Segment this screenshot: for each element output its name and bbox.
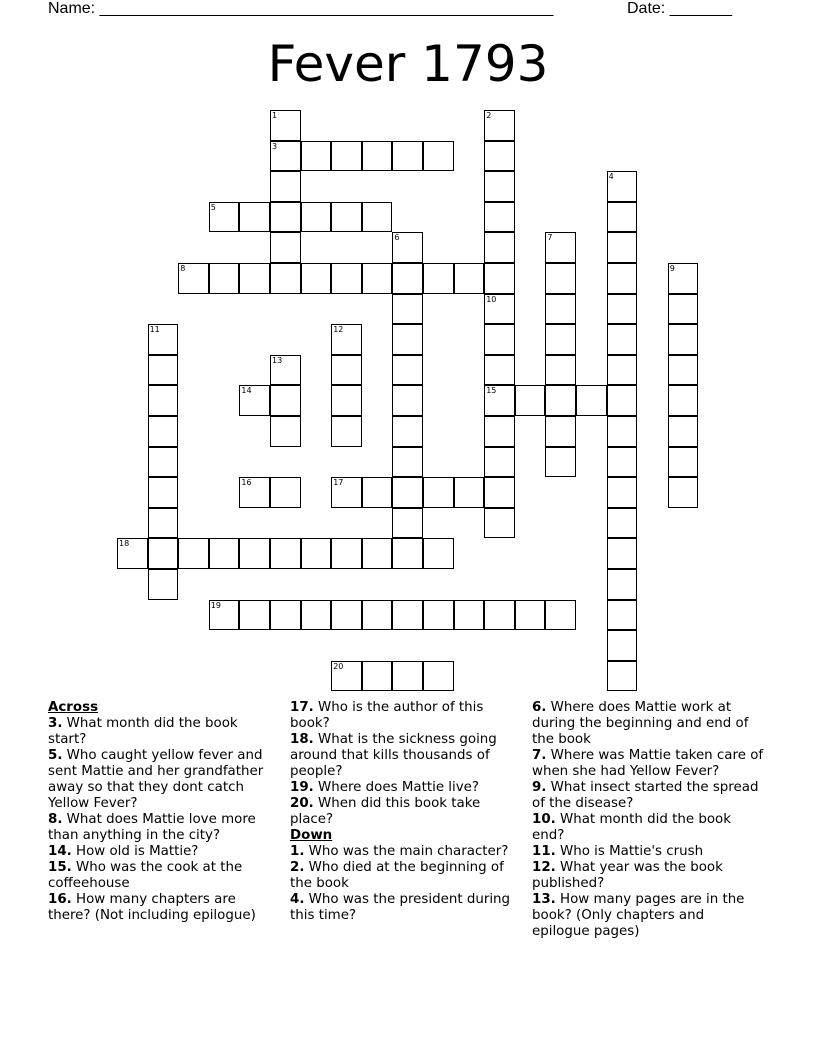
crossword-cell[interactable]	[423, 661, 454, 692]
crossword-cell[interactable]	[392, 661, 423, 692]
down-clue: 6. Where does Mattie work at during the beginning and end of the book	[532, 700, 749, 747]
crossword-cell[interactable]	[454, 600, 485, 631]
crossword-cell[interactable]	[484, 477, 515, 508]
crossword-cell[interactable]	[392, 508, 423, 539]
crossword-cell[interactable]	[668, 324, 699, 355]
crossword-cell[interactable]	[331, 355, 362, 386]
crossword-cell[interactable]	[239, 477, 270, 508]
date-field-label: Date: _______	[627, 0, 732, 17]
across-clue: 14. How old is Mattie?	[48, 844, 199, 859]
crossword-cell[interactable]	[668, 447, 699, 478]
crossword-cell[interactable]	[545, 416, 576, 447]
crossword-cell[interactable]	[607, 447, 638, 478]
down-clue: 13. How many pages are in the book? (Only chapters and epilogue pages)	[532, 892, 745, 939]
crossword-cell[interactable]	[301, 263, 332, 294]
across-clue: 3. What month did the book start?	[48, 716, 238, 747]
cell-number: 17	[333, 478, 344, 488]
cell-number: 15	[486, 386, 497, 396]
down-clue: 11. Who is Mattie's crush	[532, 844, 704, 859]
crossword-cell[interactable]	[148, 385, 179, 416]
across-clue: 15. Who was the cook at the coffeehouse	[48, 860, 243, 891]
crossword-cell[interactable]	[239, 385, 270, 416]
crossword-cell[interactable]	[362, 477, 393, 508]
crossword-cell[interactable]	[484, 416, 515, 447]
crossword-cell[interactable]	[362, 141, 393, 172]
crossword-cell[interactable]	[362, 600, 393, 631]
name-field-label: Name: ___________________________________________________	[48, 0, 554, 17]
crossword-cell[interactable]	[331, 477, 362, 508]
cell-number: 2	[486, 111, 492, 120]
crossword-cell[interactable]	[545, 263, 576, 294]
crossword-cell[interactable]	[607, 294, 638, 325]
across-clue: 5. Who caught yellow fever and sent Mattie and her grandfather away so that they dont catch Yellow Fever?	[48, 748, 264, 811]
crossword-cell[interactable]	[209, 263, 240, 294]
crossword-cell[interactable]	[148, 355, 179, 386]
crossword-cell[interactable]	[484, 171, 515, 202]
crossword-cell[interactable]	[148, 538, 179, 569]
crossword-cell[interactable]	[270, 416, 301, 447]
cell-number: 10	[486, 294, 497, 304]
down-clue: 10. What month did the book end?	[532, 812, 732, 843]
crossword-cell[interactable]	[209, 538, 240, 569]
crossword-cell[interactable]	[392, 600, 423, 631]
crossword-cell[interactable]	[607, 324, 638, 355]
crossword-cell[interactable]	[301, 141, 332, 172]
cell-number: 20	[333, 661, 344, 671]
crossword-cell[interactable]	[607, 416, 638, 447]
crossword-cell[interactable]	[607, 232, 638, 263]
crossword-cell[interactable]	[392, 232, 423, 263]
crossword-cell[interactable]	[545, 294, 576, 325]
cell-number: 1	[272, 111, 278, 120]
cell-number: 14	[241, 386, 252, 396]
crossword-cell[interactable]	[392, 416, 423, 447]
cell-number: 3	[272, 141, 278, 151]
crossword-cell[interactable]	[545, 385, 576, 416]
crossword-cell[interactable]	[484, 110, 515, 141]
crossword-cell[interactable]	[545, 355, 576, 386]
crossword-cell[interactable]	[301, 538, 332, 569]
cell-number: 13	[272, 355, 283, 365]
crossword-cell[interactable]	[607, 600, 638, 631]
crossword-cell[interactable]	[423, 538, 454, 569]
across-clue: 20. When did this book take place?	[290, 796, 481, 827]
crossword-cell[interactable]	[484, 294, 515, 325]
crossword-cell[interactable]	[576, 385, 607, 416]
crossword-cell[interactable]	[392, 294, 423, 325]
crossword-cell[interactable]	[209, 600, 240, 631]
crossword-cell[interactable]	[239, 263, 270, 294]
crossword-cell[interactable]	[148, 324, 179, 355]
crossword-cell[interactable]	[484, 141, 515, 172]
crossword-cell[interactable]	[607, 202, 638, 233]
crossword-cell[interactable]	[484, 232, 515, 263]
crossword-cell[interactable]	[484, 508, 515, 539]
crossword-cell[interactable]	[178, 263, 209, 294]
crossword-cell[interactable]	[392, 477, 423, 508]
crossword-cell[interactable]	[607, 385, 638, 416]
crossword-cell[interactable]	[270, 263, 301, 294]
cell-number: 5	[210, 202, 216, 212]
across-clue: 19. Where does Mattie live?	[290, 780, 480, 795]
crossword-cell[interactable]	[392, 263, 423, 294]
cell-number: 8	[180, 264, 186, 273]
crossword-cell[interactable]	[668, 385, 699, 416]
crossword-cell[interactable]	[362, 263, 393, 294]
down-heading: Down	[290, 828, 333, 843]
crossword-cell[interactable]	[515, 600, 546, 631]
page-title: Fever 1793	[267, 35, 549, 93]
crossword-cell[interactable]	[301, 600, 332, 631]
crossword-cell[interactable]	[668, 477, 699, 508]
cell-number: 4	[608, 172, 614, 182]
crossword-cell[interactable]	[331, 661, 362, 692]
crossword-cell[interactable]	[331, 600, 362, 631]
across-clue: 18. What is the sickness going around that kills thousands of people?	[290, 732, 497, 779]
crossword-cell[interactable]	[239, 538, 270, 569]
crossword-cell[interactable]	[270, 171, 301, 202]
crossword-cell[interactable]	[607, 508, 638, 539]
crossword-cell[interactable]	[607, 171, 638, 202]
cell-number: 12	[333, 325, 344, 335]
crossword-cell[interactable]	[270, 385, 301, 416]
crossword-cell[interactable]	[239, 202, 270, 233]
down-clue: 4. Who was the president during this time?	[290, 892, 511, 923]
crossword-cell[interactable]	[392, 141, 423, 172]
crossword-cell[interactable]	[148, 508, 179, 539]
crossword-cell[interactable]	[148, 416, 179, 447]
crossword-cell[interactable]	[545, 324, 576, 355]
crossword-cell[interactable]	[331, 324, 362, 355]
crossword-cell[interactable]	[331, 385, 362, 416]
crossword-cell[interactable]	[301, 202, 332, 233]
crossword-cell[interactable]	[607, 661, 638, 692]
crossword-cell[interactable]	[607, 630, 638, 661]
crossword-cell[interactable]	[331, 538, 362, 569]
crossword-cell[interactable]	[331, 263, 362, 294]
crossword-cell[interactable]	[515, 385, 546, 416]
crossword-cell[interactable]	[454, 477, 485, 508]
crossword-cell[interactable]	[454, 263, 485, 294]
cell-number: 16	[241, 478, 252, 488]
crossword-cell[interactable]	[331, 416, 362, 447]
crossword-grid	[117, 110, 699, 692]
crossword-cell[interactable]	[484, 263, 515, 294]
down-clue: 9. What insect started the spread of the disease?	[532, 780, 759, 811]
down-clue: 12. What year was the book published?	[532, 860, 723, 891]
crossword-cell[interactable]	[178, 538, 209, 569]
crossword-cell[interactable]	[484, 202, 515, 233]
crossword-cell[interactable]	[392, 355, 423, 386]
crossword-cell[interactable]	[362, 661, 393, 692]
across-heading: Across	[48, 700, 99, 715]
crossword-cell[interactable]	[423, 141, 454, 172]
crossword-cell[interactable]	[362, 538, 393, 569]
across-clue: 16. How many chapters are there? (Not including epilogue)	[48, 892, 256, 923]
across-clue: 17. Who is the author of this book?	[290, 700, 484, 731]
crossword-cell[interactable]	[607, 263, 638, 294]
down-clue: 1. Who was the main character?	[290, 844, 509, 859]
crossword-cell[interactable]	[545, 232, 576, 263]
down-clue: 2. Who died at the beginning of the book	[290, 860, 504, 891]
crossword-cell[interactable]	[148, 569, 179, 600]
cell-number: 19	[210, 600, 221, 610]
crossword-cell[interactable]	[668, 263, 699, 294]
crossword-cell[interactable]	[270, 355, 301, 386]
down-clue: 7. Where was Mattie taken care of when she had Yellow Fever?	[532, 748, 764, 779]
cell-number: 11	[149, 325, 160, 335]
crossword-cell[interactable]	[117, 538, 148, 569]
crossword-cell[interactable]	[484, 355, 515, 386]
crossword-cell[interactable]	[484, 447, 515, 478]
crossword-cell[interactable]	[331, 141, 362, 172]
crossword-cell[interactable]	[545, 447, 576, 478]
crossword-cell[interactable]	[668, 355, 699, 386]
crossword-cell[interactable]	[668, 416, 699, 447]
cell-number: 6	[394, 233, 400, 243]
crossword-cell[interactable]	[484, 385, 515, 416]
crossword-cell[interactable]	[362, 202, 393, 233]
crossword-cell[interactable]	[270, 538, 301, 569]
crossword-cell[interactable]	[423, 263, 454, 294]
clues-column-3	[532, 700, 764, 940]
crossword-cell[interactable]	[148, 477, 179, 508]
crossword-cell[interactable]	[607, 569, 638, 600]
crossword-cell[interactable]	[607, 538, 638, 569]
crossword-cell[interactable]	[484, 324, 515, 355]
crossword-cell[interactable]	[607, 477, 638, 508]
crossword-cell[interactable]	[423, 477, 454, 508]
cell-number: 9	[669, 264, 675, 273]
crossword-cell[interactable]	[545, 600, 576, 631]
clues-column-1	[48, 700, 270, 924]
crossword-cell[interactable]	[148, 447, 179, 478]
crossword-cell[interactable]	[270, 141, 301, 172]
crossword-cell[interactable]	[270, 477, 301, 508]
crossword-cell[interactable]	[270, 110, 301, 141]
crossword-cell[interactable]	[270, 600, 301, 631]
clues-column-2	[290, 700, 512, 924]
crossword-cell[interactable]	[423, 600, 454, 631]
crossword-cell[interactable]	[607, 355, 638, 386]
cell-number: 18	[119, 539, 130, 549]
crossword-cell[interactable]	[270, 202, 301, 233]
crossword-cell[interactable]	[392, 447, 423, 478]
crossword-cell[interactable]	[484, 600, 515, 631]
crossword-cell[interactable]	[668, 294, 699, 325]
across-clue: 8. What does Mattie love more than anything in the city?	[48, 812, 256, 843]
crossword-cell[interactable]	[392, 324, 423, 355]
crossword-cell[interactable]	[209, 202, 240, 233]
crossword-cell[interactable]	[239, 600, 270, 631]
crossword-cell[interactable]	[392, 538, 423, 569]
cell-number: 7	[547, 233, 553, 243]
crossword-cell[interactable]	[331, 202, 362, 233]
crossword-cell[interactable]	[392, 385, 423, 416]
crossword-cell[interactable]	[270, 232, 301, 263]
